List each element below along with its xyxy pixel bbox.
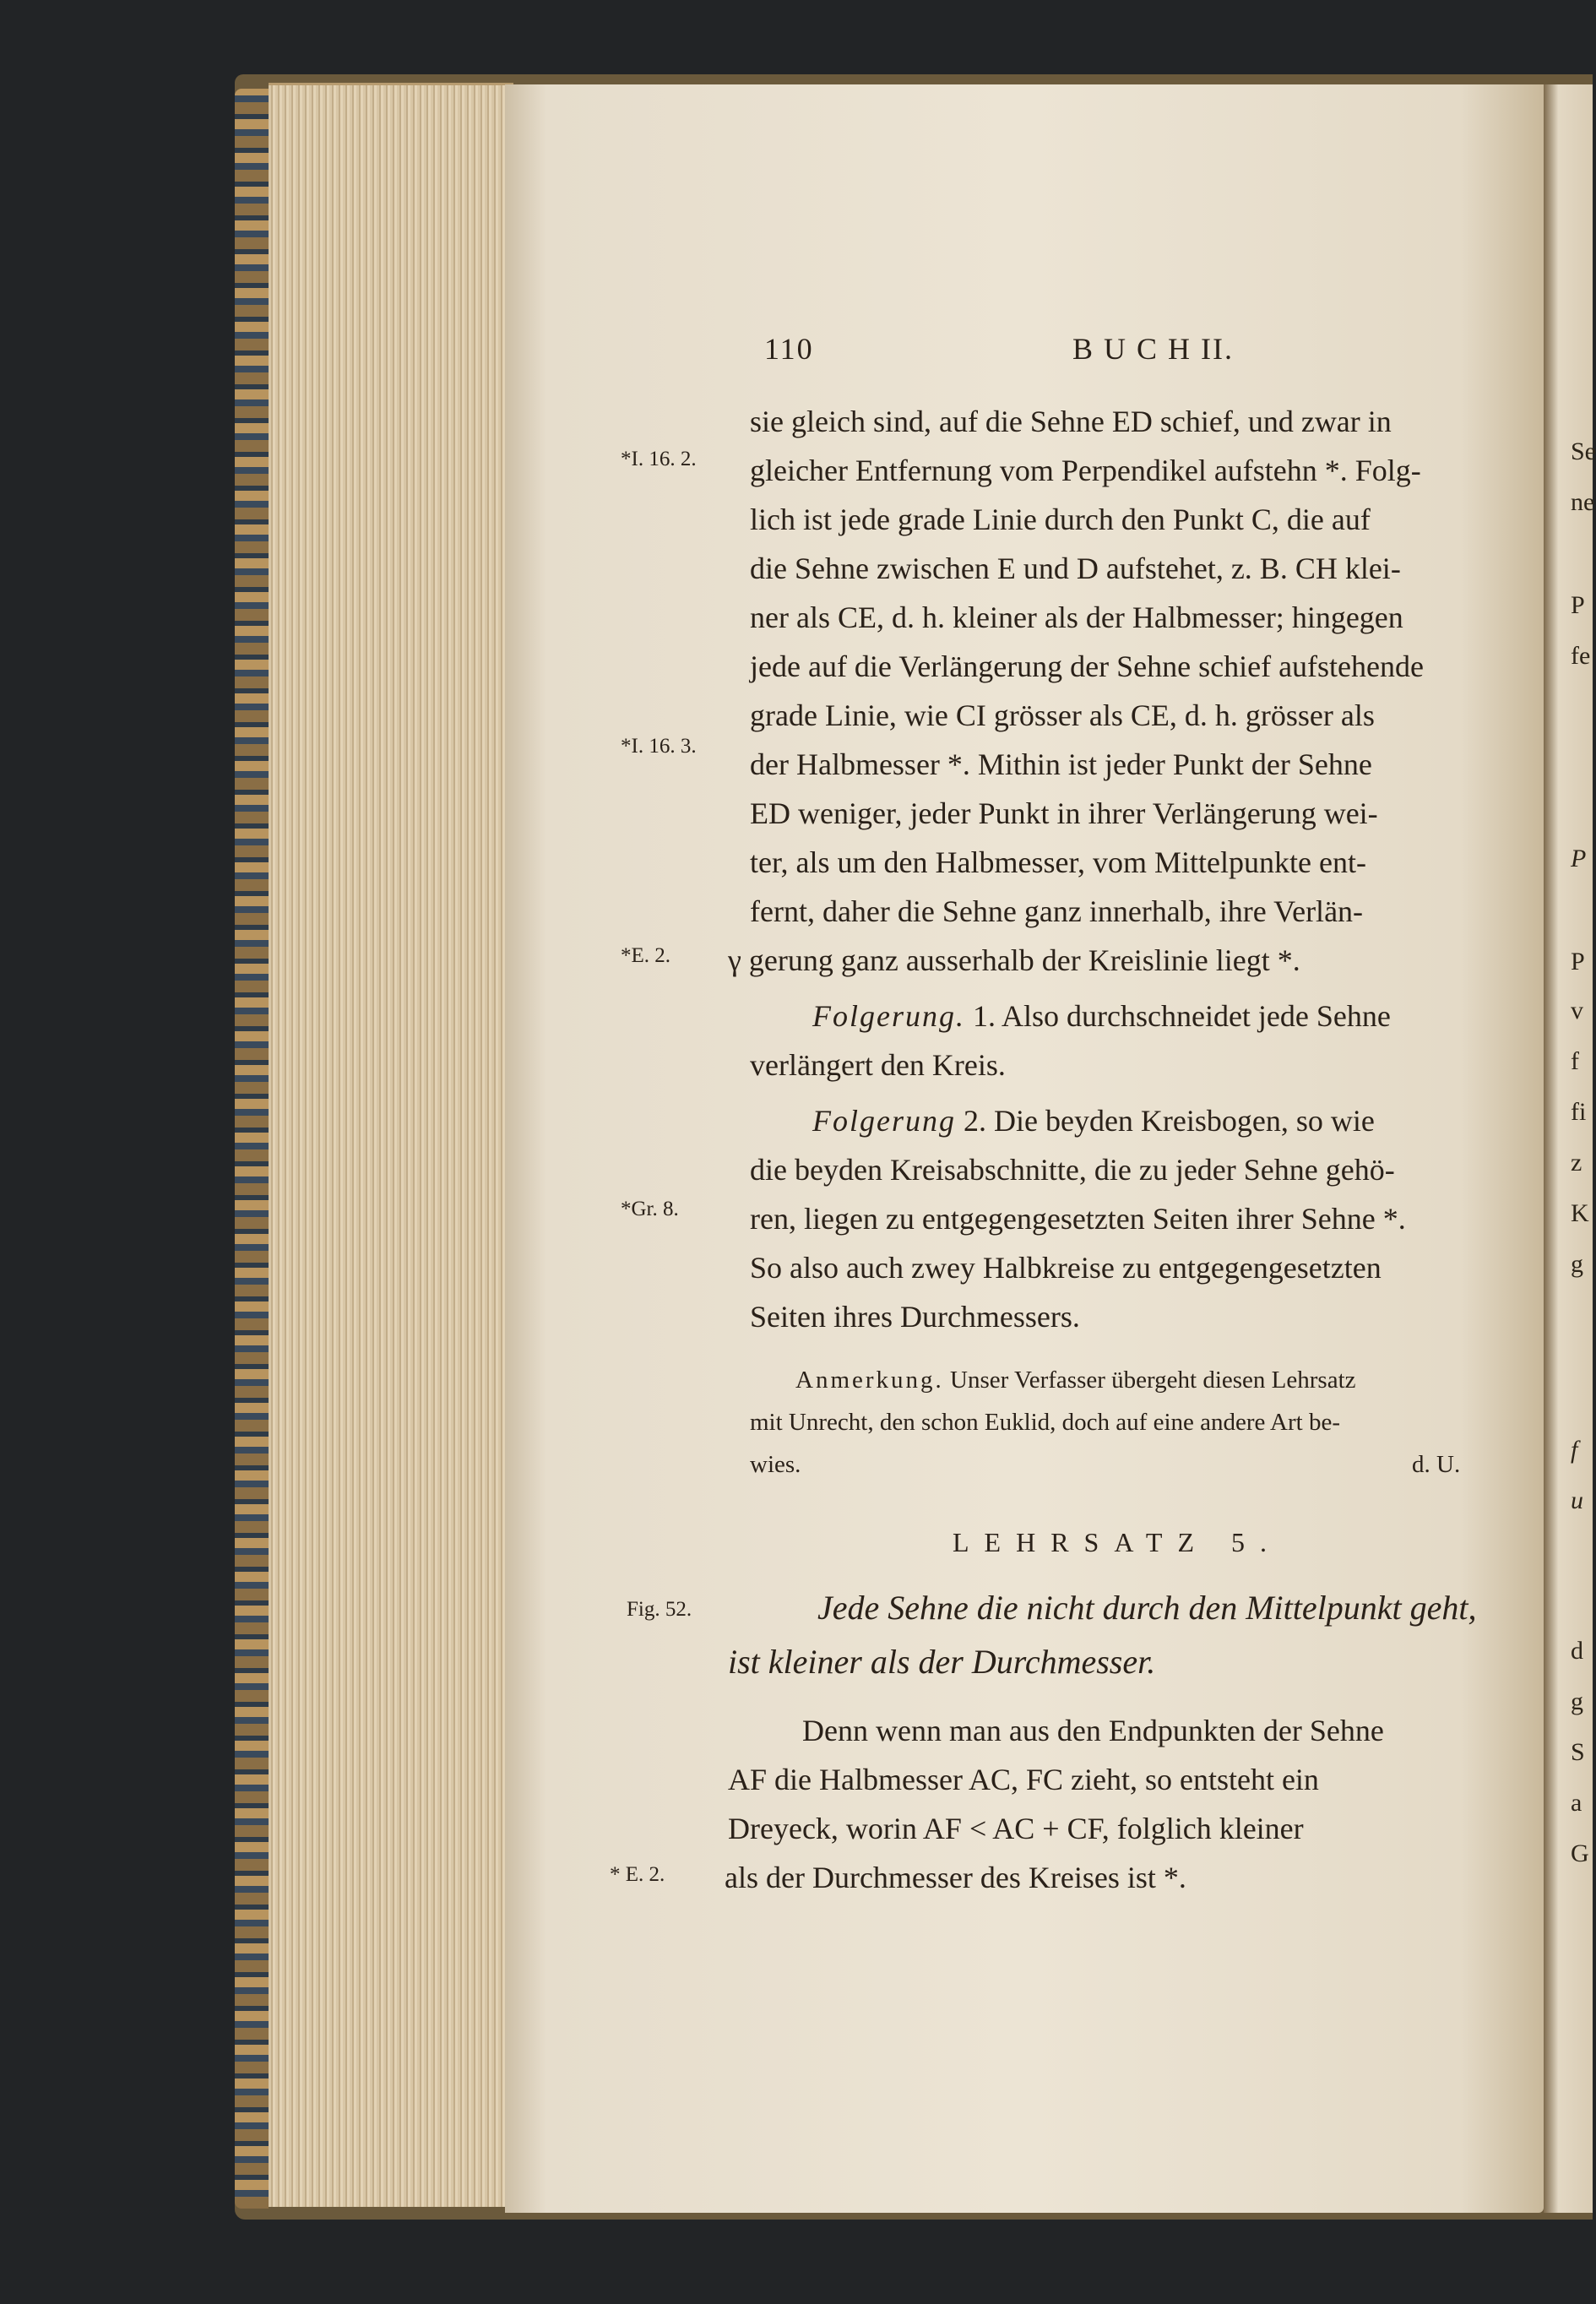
folgerung-number: 1. <box>972 999 996 1033</box>
fragment: P <box>1571 948 1585 975</box>
folgerung-label: Folgerung. <box>812 999 965 1033</box>
text-line: ner als CE, d. h. kleiner als der Halbmesser; hingegen <box>750 600 1403 634</box>
fragment: f <box>1571 1436 1578 1464</box>
fragment: v <box>1571 997 1583 1024</box>
margin-ref: *I. 16. 3. <box>621 735 697 758</box>
proposition-line: Jede Sehne die nicht durch den Mittelpunkt geht, <box>817 1589 1477 1627</box>
running-head: B U C H II. <box>1072 332 1234 366</box>
folgerung-text: Also durchschneidet jede Sehne <box>1002 999 1391 1033</box>
margin-ref: * E. 2. <box>610 1863 665 1886</box>
margin-ref: *Gr. 8. <box>621 1198 679 1220</box>
anmerkung-text: Unser Verfasser übergeht diesen Lehrsatz <box>950 1367 1356 1394</box>
text-line: fernt, daher die Sehne ganz innerhalb, ihre Verlän- <box>750 894 1364 928</box>
text-line: ren, liegen zu entgegengesetzten Seiten ihrer Sehne *. <box>750 1202 1406 1236</box>
text-line: ter, als um den Halbmesser, vom Mittelpunkte ent- <box>750 845 1366 879</box>
text-line: die beyden Kreisabschnitte, die zu jeder Sehne gehö- <box>750 1153 1395 1187</box>
fragment: g <box>1571 1687 1583 1715</box>
text-line: Seiten ihres Durchmessers. <box>750 1300 1080 1334</box>
fragment: z <box>1571 1149 1582 1176</box>
text-line: jede auf die Verlängerung der Sehne schief aufstehende <box>750 649 1424 683</box>
folgerung-1 <box>812 992 1535 1041</box>
fragment: P <box>1571 845 1587 872</box>
fragment: S <box>1571 1738 1585 1766</box>
signature: d. U. <box>1412 1451 1461 1478</box>
proof-line: Denn wenn man aus den Endpunkten der Sehne <box>802 1714 1384 1747</box>
fragment: f <box>1571 1047 1579 1075</box>
margin-ref: *I. 16. 2. <box>621 448 697 470</box>
fragment: G <box>1571 1839 1589 1867</box>
proof-line: als der Durchmesser des Kreises ist *. <box>725 1861 1186 1894</box>
proposition-line: ist kleiner als der Durchmesser. <box>728 1643 1156 1681</box>
figure-ref: Fig. 52. <box>627 1598 692 1621</box>
anmerkung <box>795 1358 1535 1402</box>
proof-line: AF die Halbmesser AC, FC zieht, so entsteht ein <box>728 1763 1319 1796</box>
fragment: ne <box>1571 488 1595 516</box>
text-line: verlängert den Kreis. <box>750 1048 1006 1082</box>
text-line: So also auch zwey Halbkreise zu entgegengesetzten <box>750 1251 1382 1285</box>
fragment: d <box>1571 1637 1583 1665</box>
fragment: fi <box>1571 1098 1587 1126</box>
folgerung-text: Die beyden Kreisbogen, so wie <box>993 1104 1375 1138</box>
proof-line: Dreyeck, worin AF < AC + CF, folglich kleiner <box>728 1812 1304 1845</box>
note-line: mit Unrecht, den schon Euklid, doch auf eine andere Art be- <box>750 1409 1340 1436</box>
fragment: u <box>1571 1486 1583 1514</box>
anmerkung-label: Anmerkung. <box>795 1367 944 1394</box>
fragment: a <box>1571 1789 1582 1817</box>
text-line: sie gleich sind, auf die Sehne ED schief, und zwar in <box>750 405 1392 438</box>
page-number: 110 <box>764 332 814 366</box>
text-line: lich ist jede grade Linie durch den Punkt C, die auf <box>750 503 1371 536</box>
text-line: γ gerung ganz ausserhalb der Kreislinie liegt *. <box>728 943 1300 977</box>
folgerung-2 <box>812 1096 1535 1145</box>
lehrsatz-title: LEHRSATZ 5. <box>953 1527 1282 1557</box>
text-line: grade Linie, wie CI grösser als CE, d. h. grösser als <box>750 698 1375 732</box>
note-line: wies. <box>750 1451 801 1478</box>
fragment: fe <box>1571 642 1591 670</box>
margin-ref: *E. 2. <box>621 944 671 967</box>
folgerung-number: 2. <box>963 1104 986 1138</box>
folgerung-label: Folgerung <box>812 1104 956 1138</box>
fragment: g <box>1571 1250 1583 1278</box>
text-line: der Halbmesser *. Mithin ist jeder Punkt der Sehne <box>750 747 1372 781</box>
fragment: Se <box>1571 437 1596 465</box>
text-line: ED weniger, jeder Punkt in ihrer Verlängerung wei- <box>750 796 1378 830</box>
text-line: die Sehne zwischen E und D aufstehet, z. B. CH klei- <box>750 552 1401 585</box>
fragment: P <box>1571 591 1585 619</box>
fragment: K <box>1571 1199 1589 1227</box>
text-line: gleicher Entfernung vom Perpendikel aufstehn *. Folg- <box>750 454 1421 487</box>
